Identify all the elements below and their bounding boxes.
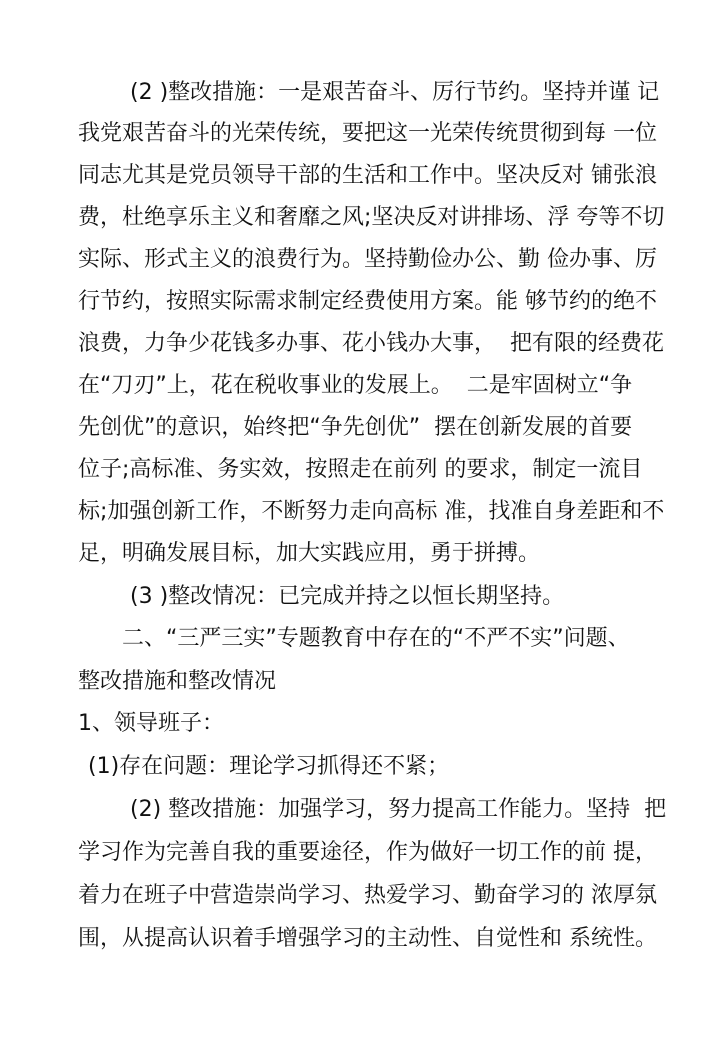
paragraph-line-2: 我党艰苦奋斗的光荣传统，要把这一光荣传统贯彻到每 一位: [78, 121, 657, 146]
heading-line-2: 整改措施和整改情况: [78, 669, 277, 694]
paragraph-2-line-3: 着力在班子中营造崇尚学习、热爱学习、勤奋学习的 浓厚氛: [78, 883, 657, 908]
paragraph-line-12: 足，明确发展目标，加大实践应用，勇于拼搏。: [78, 541, 541, 566]
paragraph-2-line-2: 学习作为完善自我的重要途径，作为做好一切工作的前 提，: [78, 840, 657, 865]
section-3-line: (3 )整改情况：已完成并持之以恒长期坚持。: [130, 584, 565, 609]
heading-line-1: 二、“三严三实”专题教育中存在的“不严不实”问题、: [122, 626, 630, 651]
paragraph-line-4: 费，杜绝享乐主义和奢靡之风;坚决反对讲排场、浮 夸等不切: [78, 205, 665, 230]
paragraph-line-11: 标;加强创新工作，不断努力走向高标 准，找准自身差距和不: [78, 499, 665, 524]
paragraph-line-10: 位子;高标准、务实效，按照走在前列 的要求，制定一流目: [78, 457, 643, 482]
subheading-line: 1、领导班子：: [78, 711, 224, 736]
paragraph-line-6: 行节约，按照实际需求制定经费使用方案。能 够节约的绝不: [78, 289, 657, 314]
paragraph-line-5: 实际、形式主义的浪费行为。坚持勤俭办公、勤 俭办事、厉: [78, 247, 657, 272]
issue-line: (1)存在问题：理论学习抓得还不紧；: [88, 754, 450, 779]
paragraph-line-9: 先创优”的意识，始终把“争先创优” 摆在创新发展的首要: [78, 415, 633, 440]
paragraph-line-1: (2 )整改措施：一是艰苦奋斗、厉行节约。坚持并谨 记: [130, 80, 660, 105]
paragraph-line-3: 同志尤其是党员领导干部的生活和工作中。坚决反对 铺张浪: [78, 163, 657, 188]
paragraph-line-7: 浪费，力争少花钱多办事、花小钱办大事， 把有限的经费花: [78, 331, 664, 356]
paragraph-line-8: 在“刀刃”上，花在税收事业的发展上。 二是牢固树立“争: [78, 373, 633, 398]
paragraph-2-line-1: (2) 整改措施：加强学习，努力提高工作能力。坚持 把: [130, 797, 667, 822]
paragraph-2-line-4: 围，从提高认识着手增强学习的主动性、自觉性和 系统性。: [78, 926, 657, 951]
